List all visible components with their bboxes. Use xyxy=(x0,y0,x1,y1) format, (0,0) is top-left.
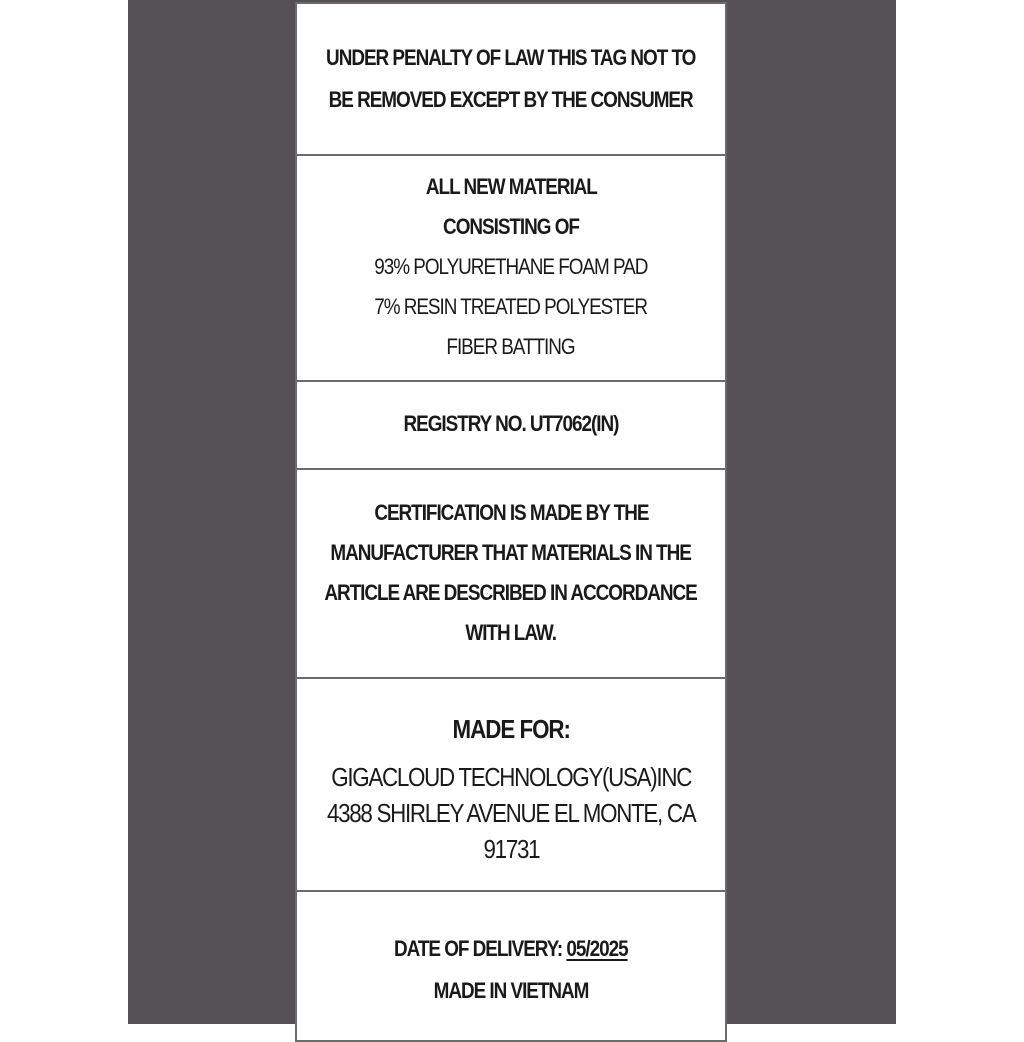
delivery-line xyxy=(394,928,628,970)
made-for-line-3: 91731 xyxy=(483,834,539,864)
delivery-date: 05/2025 xyxy=(566,936,628,961)
penalty-section xyxy=(297,4,725,156)
delivery-section xyxy=(297,892,725,1042)
delivery-label: DATE OF DELIVERY: xyxy=(394,936,563,961)
material-line-3: FIBER BATTING xyxy=(446,334,576,359)
certification-line-1: CERTIFICATION IS MADE BY THE xyxy=(373,499,649,525)
made-for-line-1: GIGACLOUD TECHNOLOGY(USA)INC xyxy=(331,762,691,792)
made-for-label: MADE FOR: xyxy=(452,714,570,744)
certification-line-2: MANUFACTURER THAT MATERIALS IN THE xyxy=(330,539,692,565)
certification-line-4: WITH LAW. xyxy=(465,619,557,645)
made-for-section xyxy=(297,677,725,892)
material-heading-1: ALL NEW MATERIAL xyxy=(425,174,597,199)
registry-number: REGISTRY NO. UT7062(IN) xyxy=(403,411,619,436)
made-in: MADE IN VIETNAM xyxy=(433,978,589,1003)
certification-section xyxy=(297,468,725,679)
material-line-2: 7% RESIN TREATED POLYESTER xyxy=(374,294,648,319)
made-for-line-2: 4388 SHIRLEY AVENUE EL MONTE, CA xyxy=(326,798,696,828)
penalty-line-1: UNDER PENALTY OF LAW THIS TAG NOT TO xyxy=(326,45,696,70)
law-tag xyxy=(295,2,727,1042)
material-heading-2: CONSISTING OF xyxy=(443,214,579,239)
certification-line-3: ARTICLE ARE DESCRIBED IN ACCORDANCE xyxy=(324,579,698,605)
material-section xyxy=(297,154,725,382)
penalty-line-2: BE REMOVED EXCEPT BY THE CONSUMER xyxy=(328,87,694,112)
material-line-1: 93% POLYURETHANE FOAM PAD xyxy=(374,254,648,279)
registry-section xyxy=(297,380,725,470)
